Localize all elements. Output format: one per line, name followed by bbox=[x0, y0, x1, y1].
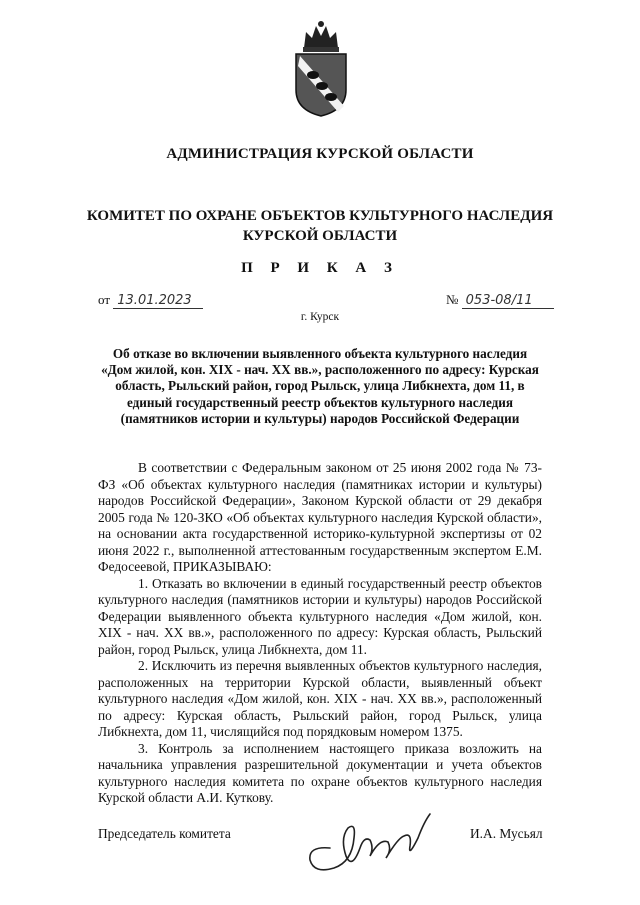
document-title: Об отказе во включении выявленного объекта культурного наследия «Дом жилой, кон. XIX - нач. XX вв.», расположенного по адресу: Курская область, Рыльский район, город Рыльск, улица Либкнехта, дом 11, в единый государственный реестр объектов культурного наследия (памятников истории и культуры) народов Российской Федерации bbox=[101, 346, 539, 426]
number-field bbox=[446, 292, 554, 309]
committee-title-line2: КУРСКОЙ ОБЛАСТИ bbox=[242, 228, 398, 244]
coat-of-arms-icon bbox=[290, 18, 352, 118]
number-prefix: № bbox=[446, 292, 459, 307]
number-value: 053-08/11 bbox=[462, 294, 554, 309]
preamble-paragraph: В соответствии с Федеральным законом от 25 июня 2002 года № 73-ФЗ «Об объектах культурного наследия (памятниках истории и культуры) народов Российской Федерации», Законом Курской области от 29 декабря 2005 года № 120-ЗКО «Об объектах культурного наследия Курской области», на основании акта государственной историко-культурной экспертизы от 02 июня 2022 г., выполненной аттестованным государственным экспертом Е.М. Федосеевой, ПРИКАЗЫВАЮ: bbox=[98, 460, 542, 574]
committee-title bbox=[0, 206, 640, 246]
date-field bbox=[98, 292, 203, 309]
item-3-paragraph: 3. Контроль за исполнением настоящего приказа возложить на начальника управления разрешительной документации и учета объектов культурного наследия комитета по охране объектов культурного наследия Курской области А.И. Куткову. bbox=[98, 740, 542, 805]
city: г. Курск bbox=[300, 311, 340, 323]
item-2-paragraph: 2. Исключить из перечня выявленных объектов культурного наследия, расположенных на территории Курской области, выявленный объект культурного наследия «Дом жилой, кон. XIX - нач. XX вв.», расположенный по адресу: Курская область, Рыльский район, город Рыльск, улица Либкнехта, дом 11, числящийся под порядковым номером 1375. bbox=[98, 658, 542, 739]
signatory-name: И.А. Мусьял bbox=[470, 826, 543, 841]
date-value: 13.01.2023 bbox=[113, 294, 203, 309]
committee-title-line1: КОМИТЕТ ПО ОХРАНЕ ОБЪЕКТОВ КУЛЬТУРНОГО НАСЛЕДИЯ bbox=[86, 208, 554, 224]
handwritten-signature-icon bbox=[300, 808, 450, 878]
administration-title: АДМИНИСТРАЦИЯ КУРСКОЙ ОБЛАСТИ bbox=[166, 146, 474, 162]
date-prefix: от bbox=[98, 292, 111, 307]
document-type: П Р И К А З bbox=[241, 260, 399, 276]
signatory-position: Председатель комитета bbox=[98, 826, 231, 841]
document-body bbox=[98, 460, 542, 807]
item-1-paragraph: 1. Отказать во включении в единый государственный реестр объектов культурного наследия (памятников истории и культуры) народов Российской Федерации выявленного объекта культурного наследия «Дом жилой, кон. XIX - нач. XX вв.», расположенного по адресу: Курская область, Рыльский район, город Рыльск, улица Либкнехта, дом 11. bbox=[98, 575, 542, 657]
